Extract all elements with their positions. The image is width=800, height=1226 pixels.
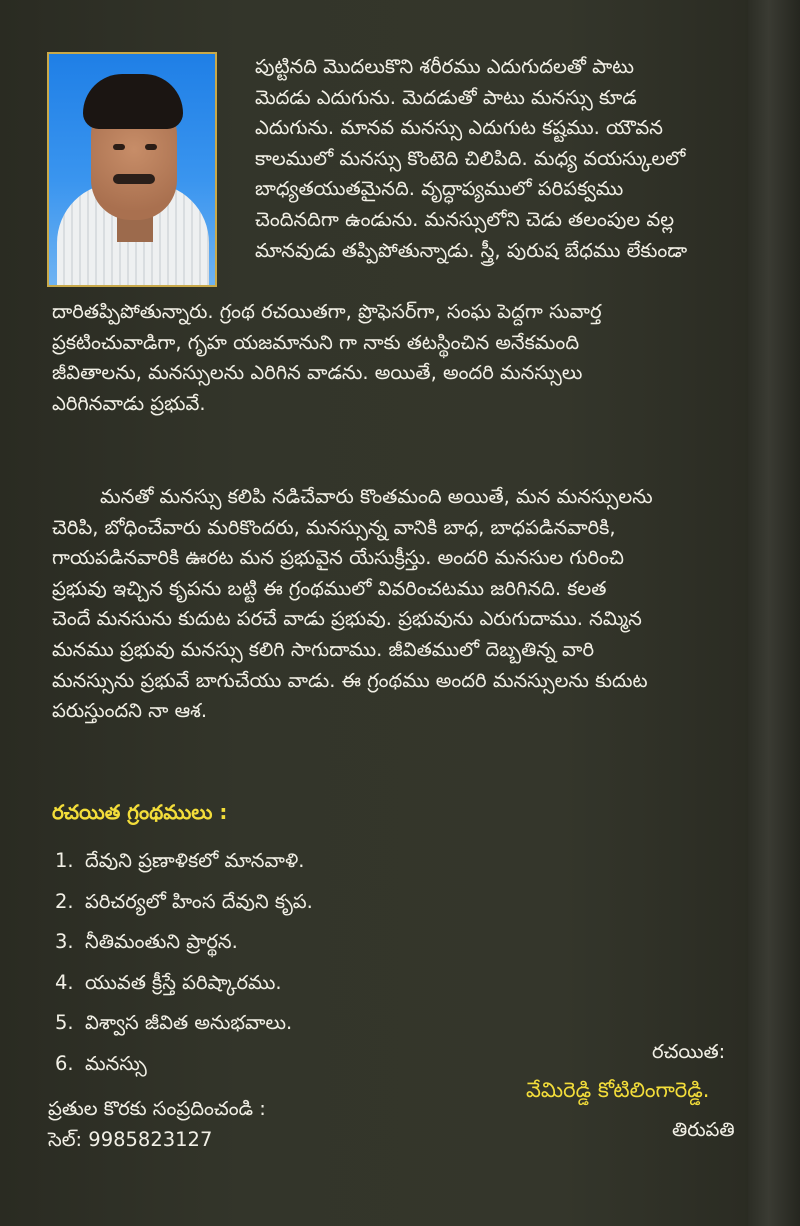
contact-label: ప్రతుల కొరకు సంప్రదించండి : <box>48 1097 266 1120</box>
book-title: దేవుని ప్రణాళికలో మానవాళి. <box>85 849 305 872</box>
author-place: తిరుపతి <box>672 1118 735 1141</box>
book-number: 4. <box>55 970 74 994</box>
author-photo <box>47 52 217 287</box>
book-title: విశ్వాస జీవిత అనుభవాలు. <box>85 1011 293 1034</box>
book-item <box>55 1048 313 1089</box>
book-item <box>55 886 313 927</box>
book-number: 2. <box>55 889 74 913</box>
book-title: పరిచర్యలో హింస దేవుని కృప. <box>85 889 313 913</box>
book-spine-edge <box>748 0 800 1226</box>
book-item <box>55 845 313 886</box>
intro-text-beside-photo: పుట్టినది మొదలుకొని శరీరము ఎదుగుదలతో పాటు మెదడు ఎదుగును. మెదడుతో పాటు మనస్సు కూడ ఎదుగును. మానవ మనస్సు ఎదుగుట కష్టము. యౌవన కాలములో మనస్సు కొంటెది చిలిపిది. మధ్య వయస్కులలో బాధ్యతయుతమైనది. వృద్ధాప్యములో పరిపక్వము చెందినదిగా ఉండును. మనస్సులోని చెడు తలంపుల వల్ల మానవుడు తప్పిపోతున్నాడు. స్త్రీ, పురుష బేధము లేకుండా <box>255 55 688 262</box>
book-number: 3. <box>55 930 74 953</box>
book-number: 1. <box>55 849 74 872</box>
author-books-list <box>55 845 313 1088</box>
book-title: నీతిమంతుని ప్రార్థన. <box>85 930 238 953</box>
author-name: వేమిరెడ్డి కోటిలింగారెడ్డి. <box>526 1078 710 1102</box>
body-paragraph <box>52 482 755 727</box>
photo-moustache <box>113 174 155 184</box>
book-title: మనస్సు <box>85 1051 147 1075</box>
photo-eye-left <box>113 144 125 150</box>
contact-phone: సెల్: 9985823127 <box>48 1128 213 1151</box>
author-label: రచయిత: <box>652 1040 726 1063</box>
photo-eye-right <box>145 144 157 150</box>
book-item <box>55 967 313 1008</box>
book-number: 5. <box>55 1011 74 1034</box>
book-title: యువత క్రీస్తే పరిష్కారము. <box>85 970 282 994</box>
intro-text-continued: దారితప్పిపోతున్నారు. గ్రంథ రచయితగా, ప్రొఫెసర్‌గా, సంఘ పెద్దగా సువార్త ప్రకటించువాడిగా, గృహ యజమానుని గా నాకు తటస్థించిన అనేకమంది జీవితాలను, మనస్సులను ఎరిగిన వాడను. అయితే, అందరి మనస్సులు ఎరిగినవాడు ప్రభువే. <box>52 300 602 415</box>
body-paragraph-text: మనతో మనస్సు కలిపి నడిచేవారు కొంతమంది అయితే, మన మనస్సులను చెరిపి, బోధించేవారు మరికొందరు, మనస్సున్న వానికి బాధ, బాధపడినవారికి, గాయపడినవారికి ఊరట మన ప్రభువైన యేసుక్రీస్తు. అందరి మనసుల గురించి ప్రభువు ఇచ్చిన కృపను బట్టి ఈ గ్రంథములో వివరించటము జరిగినది. కలత చెందే మనసును కుదుట పరచే వాడు ప్రభువు. ప్రభువును ఎరుగుదాము. నమ్మిన మనము ప్రభువు మనస్సు కలిగి సాగుదాము. జీవితములో దెబ్బతిన్న వారి మనస్సును ప్రభువే బాగుచేయు వాడు. ఈ గ్రంథము అందరి మనస్సులను కుదుట పరుస్తుందని నా ఆశ. <box>52 485 653 723</box>
book-item <box>55 926 313 967</box>
photo-hair <box>83 74 183 129</box>
book-number: 6. <box>55 1051 74 1075</box>
book-item <box>55 1007 313 1048</box>
author-books-heading: రచయిత గ్రంథములు : <box>52 800 228 824</box>
